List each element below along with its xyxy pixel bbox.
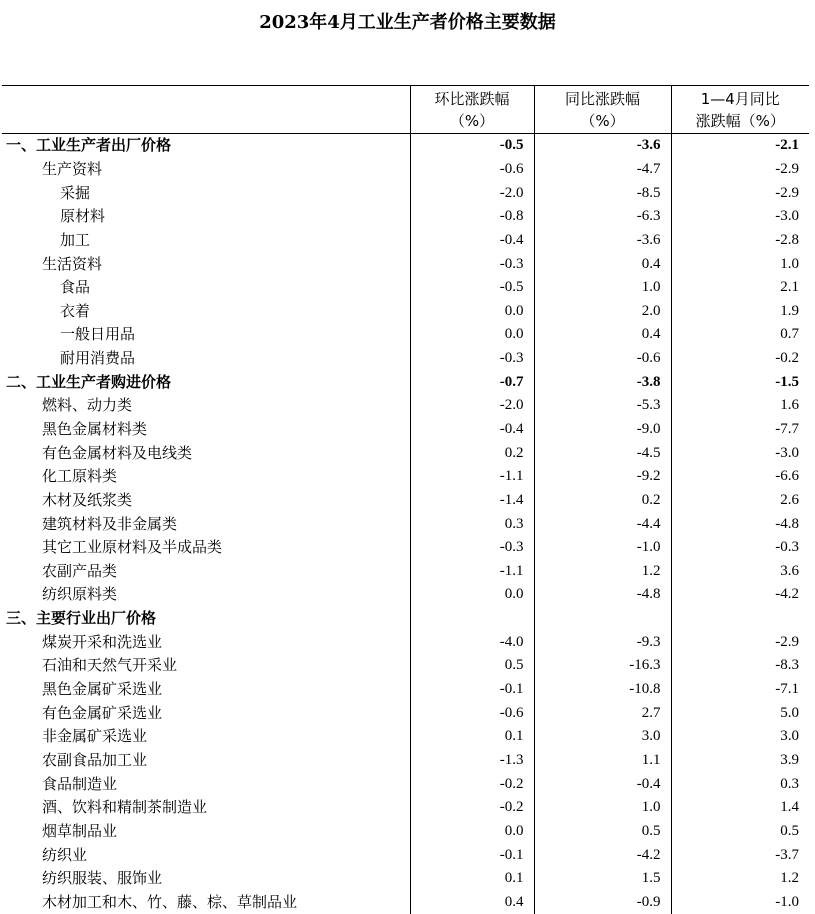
value-mom xyxy=(410,607,534,631)
row-label: 二、工业生产者购进价格 xyxy=(2,370,410,394)
table-row xyxy=(2,252,809,276)
row-label: 一、工业生产者出厂价格 xyxy=(2,134,410,158)
value-yoy: -6.3 xyxy=(534,205,671,229)
value-mom: 0.0 xyxy=(410,820,534,844)
row-label: 农副产品类 xyxy=(2,560,410,584)
value-ytd: 1.4 xyxy=(671,796,809,820)
row-label: 有色金属矿采选业 xyxy=(2,701,410,725)
value-ytd: -2.9 xyxy=(671,181,809,205)
section-row xyxy=(2,134,809,158)
value-yoy: -4.8 xyxy=(534,583,671,607)
value-yoy: -3.6 xyxy=(534,229,671,253)
value-mom: -1.4 xyxy=(410,489,534,513)
table-row xyxy=(2,512,809,536)
value-ytd: -2.1 xyxy=(671,134,809,158)
value-ytd: -2.9 xyxy=(671,630,809,654)
value-ytd: -4.8 xyxy=(671,512,809,536)
table-row xyxy=(2,536,809,560)
row-label: 生产资料 xyxy=(2,158,410,182)
value-yoy xyxy=(534,607,671,631)
value-mom: -0.2 xyxy=(410,772,534,796)
row-label: 黑色金属矿采选业 xyxy=(2,678,410,702)
row-label: 纺织服装、服饰业 xyxy=(2,867,410,891)
value-yoy: -8.5 xyxy=(534,181,671,205)
table-row xyxy=(2,867,809,891)
header-yoy xyxy=(534,86,671,134)
value-yoy: 1.1 xyxy=(534,749,671,773)
value-mom: 0.1 xyxy=(410,725,534,749)
value-yoy: 1.2 xyxy=(534,560,671,584)
value-ytd: -3.0 xyxy=(671,205,809,229)
value-yoy: -0.6 xyxy=(534,347,671,371)
header-ytd xyxy=(671,86,809,134)
value-yoy: 1.0 xyxy=(534,796,671,820)
row-label: 化工原料类 xyxy=(2,465,410,489)
value-ytd: 0.5 xyxy=(671,820,809,844)
value-yoy: -10.8 xyxy=(534,678,671,702)
table-row xyxy=(2,441,809,465)
row-label: 黑色金属材料类 xyxy=(2,418,410,442)
table-row xyxy=(2,749,809,773)
row-label: 食品 xyxy=(2,276,410,300)
page-title: 2023年4月工业生产者价格主要数据 xyxy=(0,10,815,36)
table-row xyxy=(2,701,809,725)
row-label: 纺织原料类 xyxy=(2,583,410,607)
value-yoy: -9.3 xyxy=(534,630,671,654)
value-ytd: 0.7 xyxy=(671,323,809,347)
value-mom: -0.6 xyxy=(410,158,534,182)
value-ytd: -2.9 xyxy=(671,158,809,182)
value-ytd: 0.3 xyxy=(671,772,809,796)
value-ytd: 1.9 xyxy=(671,299,809,323)
value-mom: 0.0 xyxy=(410,583,534,607)
value-yoy: 0.4 xyxy=(534,323,671,347)
table-row xyxy=(2,394,809,418)
value-mom: -0.1 xyxy=(410,678,534,702)
table-row xyxy=(2,725,809,749)
value-yoy: 0.4 xyxy=(534,252,671,276)
row-label: 石油和天然气开采业 xyxy=(2,654,410,678)
header-yoy-line1: 同比涨跌幅 xyxy=(535,88,671,110)
value-yoy: 2.0 xyxy=(534,299,671,323)
value-yoy: -4.4 xyxy=(534,512,671,536)
value-mom: -1.1 xyxy=(410,465,534,489)
row-label: 原材料 xyxy=(2,205,410,229)
value-ytd: 3.0 xyxy=(671,725,809,749)
value-mom: 0.3 xyxy=(410,512,534,536)
value-ytd: 2.1 xyxy=(671,276,809,300)
value-yoy: 1.0 xyxy=(534,276,671,300)
value-mom: -2.0 xyxy=(410,394,534,418)
value-ytd: -1.0 xyxy=(671,891,809,914)
value-ytd: -0.3 xyxy=(671,536,809,560)
header-ytd-line1: 1—4月同比 xyxy=(672,88,810,110)
row-label: 加工 xyxy=(2,229,410,253)
table-row xyxy=(2,796,809,820)
value-ytd: 1.2 xyxy=(671,867,809,891)
value-ytd: 2.6 xyxy=(671,489,809,513)
table-row xyxy=(2,158,809,182)
value-mom: -0.5 xyxy=(410,276,534,300)
table-row xyxy=(2,843,809,867)
table-row xyxy=(2,229,809,253)
row-label: 烟草制品业 xyxy=(2,820,410,844)
section-row xyxy=(2,370,809,394)
row-label: 纺织业 xyxy=(2,843,410,867)
value-ytd: -1.5 xyxy=(671,370,809,394)
row-label: 衣着 xyxy=(2,299,410,323)
value-yoy: 1.5 xyxy=(534,867,671,891)
table-row xyxy=(2,630,809,654)
value-ytd: -0.2 xyxy=(671,347,809,371)
table-row xyxy=(2,465,809,489)
table-row xyxy=(2,323,809,347)
value-yoy: 3.0 xyxy=(534,725,671,749)
value-yoy: -4.2 xyxy=(534,843,671,867)
header-blank-cell xyxy=(2,86,410,134)
value-yoy: -3.8 xyxy=(534,370,671,394)
price-data-table xyxy=(2,85,809,914)
value-ytd: -2.8 xyxy=(671,229,809,253)
row-label: 食品制造业 xyxy=(2,772,410,796)
row-label: 耐用消费品 xyxy=(2,347,410,371)
table-row xyxy=(2,560,809,584)
row-label: 煤炭开采和洗选业 xyxy=(2,630,410,654)
table-row xyxy=(2,772,809,796)
row-label: 采掘 xyxy=(2,181,410,205)
table-row xyxy=(2,820,809,844)
table-row xyxy=(2,678,809,702)
table-row xyxy=(2,418,809,442)
row-label: 酒、饮料和精制茶制造业 xyxy=(2,796,410,820)
value-ytd: 1.6 xyxy=(671,394,809,418)
table-row xyxy=(2,891,809,914)
value-mom: -0.3 xyxy=(410,347,534,371)
table-row xyxy=(2,276,809,300)
value-ytd: -7.1 xyxy=(671,678,809,702)
value-yoy: 0.2 xyxy=(534,489,671,513)
value-mom: 0.0 xyxy=(410,299,534,323)
value-ytd: -3.7 xyxy=(671,843,809,867)
value-ytd: -8.3 xyxy=(671,654,809,678)
value-mom: 0.1 xyxy=(410,867,534,891)
row-label: 其它工业原材料及半成品类 xyxy=(2,536,410,560)
header-mom xyxy=(410,86,534,134)
value-yoy: 0.5 xyxy=(534,820,671,844)
value-yoy: -0.4 xyxy=(534,772,671,796)
value-mom: -1.1 xyxy=(410,560,534,584)
value-ytd: -3.0 xyxy=(671,441,809,465)
value-mom: -0.1 xyxy=(410,843,534,867)
row-label: 三、主要行业出厂价格 xyxy=(2,607,410,631)
value-yoy: 2.7 xyxy=(534,701,671,725)
value-mom: -0.3 xyxy=(410,536,534,560)
value-ytd: -6.6 xyxy=(671,465,809,489)
value-ytd: -4.2 xyxy=(671,583,809,607)
value-mom: -0.3 xyxy=(410,252,534,276)
row-label: 木材及纸浆类 xyxy=(2,489,410,513)
value-mom: -0.6 xyxy=(410,701,534,725)
row-label: 农副食品加工业 xyxy=(2,749,410,773)
value-ytd xyxy=(671,607,809,631)
table-row xyxy=(2,347,809,371)
row-label: 燃料、动力类 xyxy=(2,394,410,418)
section-row xyxy=(2,607,809,631)
value-ytd: 3.6 xyxy=(671,560,809,584)
value-mom: -0.7 xyxy=(410,370,534,394)
header-mom-line2: （%） xyxy=(411,110,534,132)
value-mom: -0.4 xyxy=(410,418,534,442)
row-label: 一般日用品 xyxy=(2,323,410,347)
value-ytd: -7.7 xyxy=(671,418,809,442)
table-row xyxy=(2,299,809,323)
value-yoy: -9.2 xyxy=(534,465,671,489)
header-yoy-line2: （%） xyxy=(535,110,671,132)
row-label: 生活资料 xyxy=(2,252,410,276)
value-mom: -0.2 xyxy=(410,796,534,820)
value-mom: 0.0 xyxy=(410,323,534,347)
value-yoy: -16.3 xyxy=(534,654,671,678)
value-yoy: -4.5 xyxy=(534,441,671,465)
row-label: 建筑材料及非金属类 xyxy=(2,512,410,536)
value-mom: -1.3 xyxy=(410,749,534,773)
value-yoy: -0.9 xyxy=(534,891,671,914)
table-header-row xyxy=(2,86,809,134)
value-yoy: -4.7 xyxy=(534,158,671,182)
value-mom: -0.5 xyxy=(410,134,534,158)
value-yoy: -3.6 xyxy=(534,134,671,158)
table-row xyxy=(2,181,809,205)
header-mom-line1: 环比涨跌幅 xyxy=(411,88,534,110)
value-ytd: 3.9 xyxy=(671,749,809,773)
table-row xyxy=(2,654,809,678)
table-row xyxy=(2,583,809,607)
value-ytd: 5.0 xyxy=(671,701,809,725)
row-label: 有色金属材料及电线类 xyxy=(2,441,410,465)
value-yoy: -5.3 xyxy=(534,394,671,418)
value-mom: -0.4 xyxy=(410,229,534,253)
header-ytd-line2: 涨跌幅（%） xyxy=(672,110,810,132)
value-yoy: -9.0 xyxy=(534,418,671,442)
value-mom: 0.5 xyxy=(410,654,534,678)
value-mom: -4.0 xyxy=(410,630,534,654)
table-row xyxy=(2,205,809,229)
value-mom: 0.4 xyxy=(410,891,534,914)
row-label: 非金属矿采选业 xyxy=(2,725,410,749)
value-mom: -0.8 xyxy=(410,205,534,229)
row-label: 木材加工和木、竹、藤、棕、草制品业 xyxy=(2,891,410,914)
value-mom: 0.2 xyxy=(410,441,534,465)
table-row xyxy=(2,489,809,513)
value-ytd: 1.0 xyxy=(671,252,809,276)
value-yoy: -1.0 xyxy=(534,536,671,560)
value-mom: -2.0 xyxy=(410,181,534,205)
